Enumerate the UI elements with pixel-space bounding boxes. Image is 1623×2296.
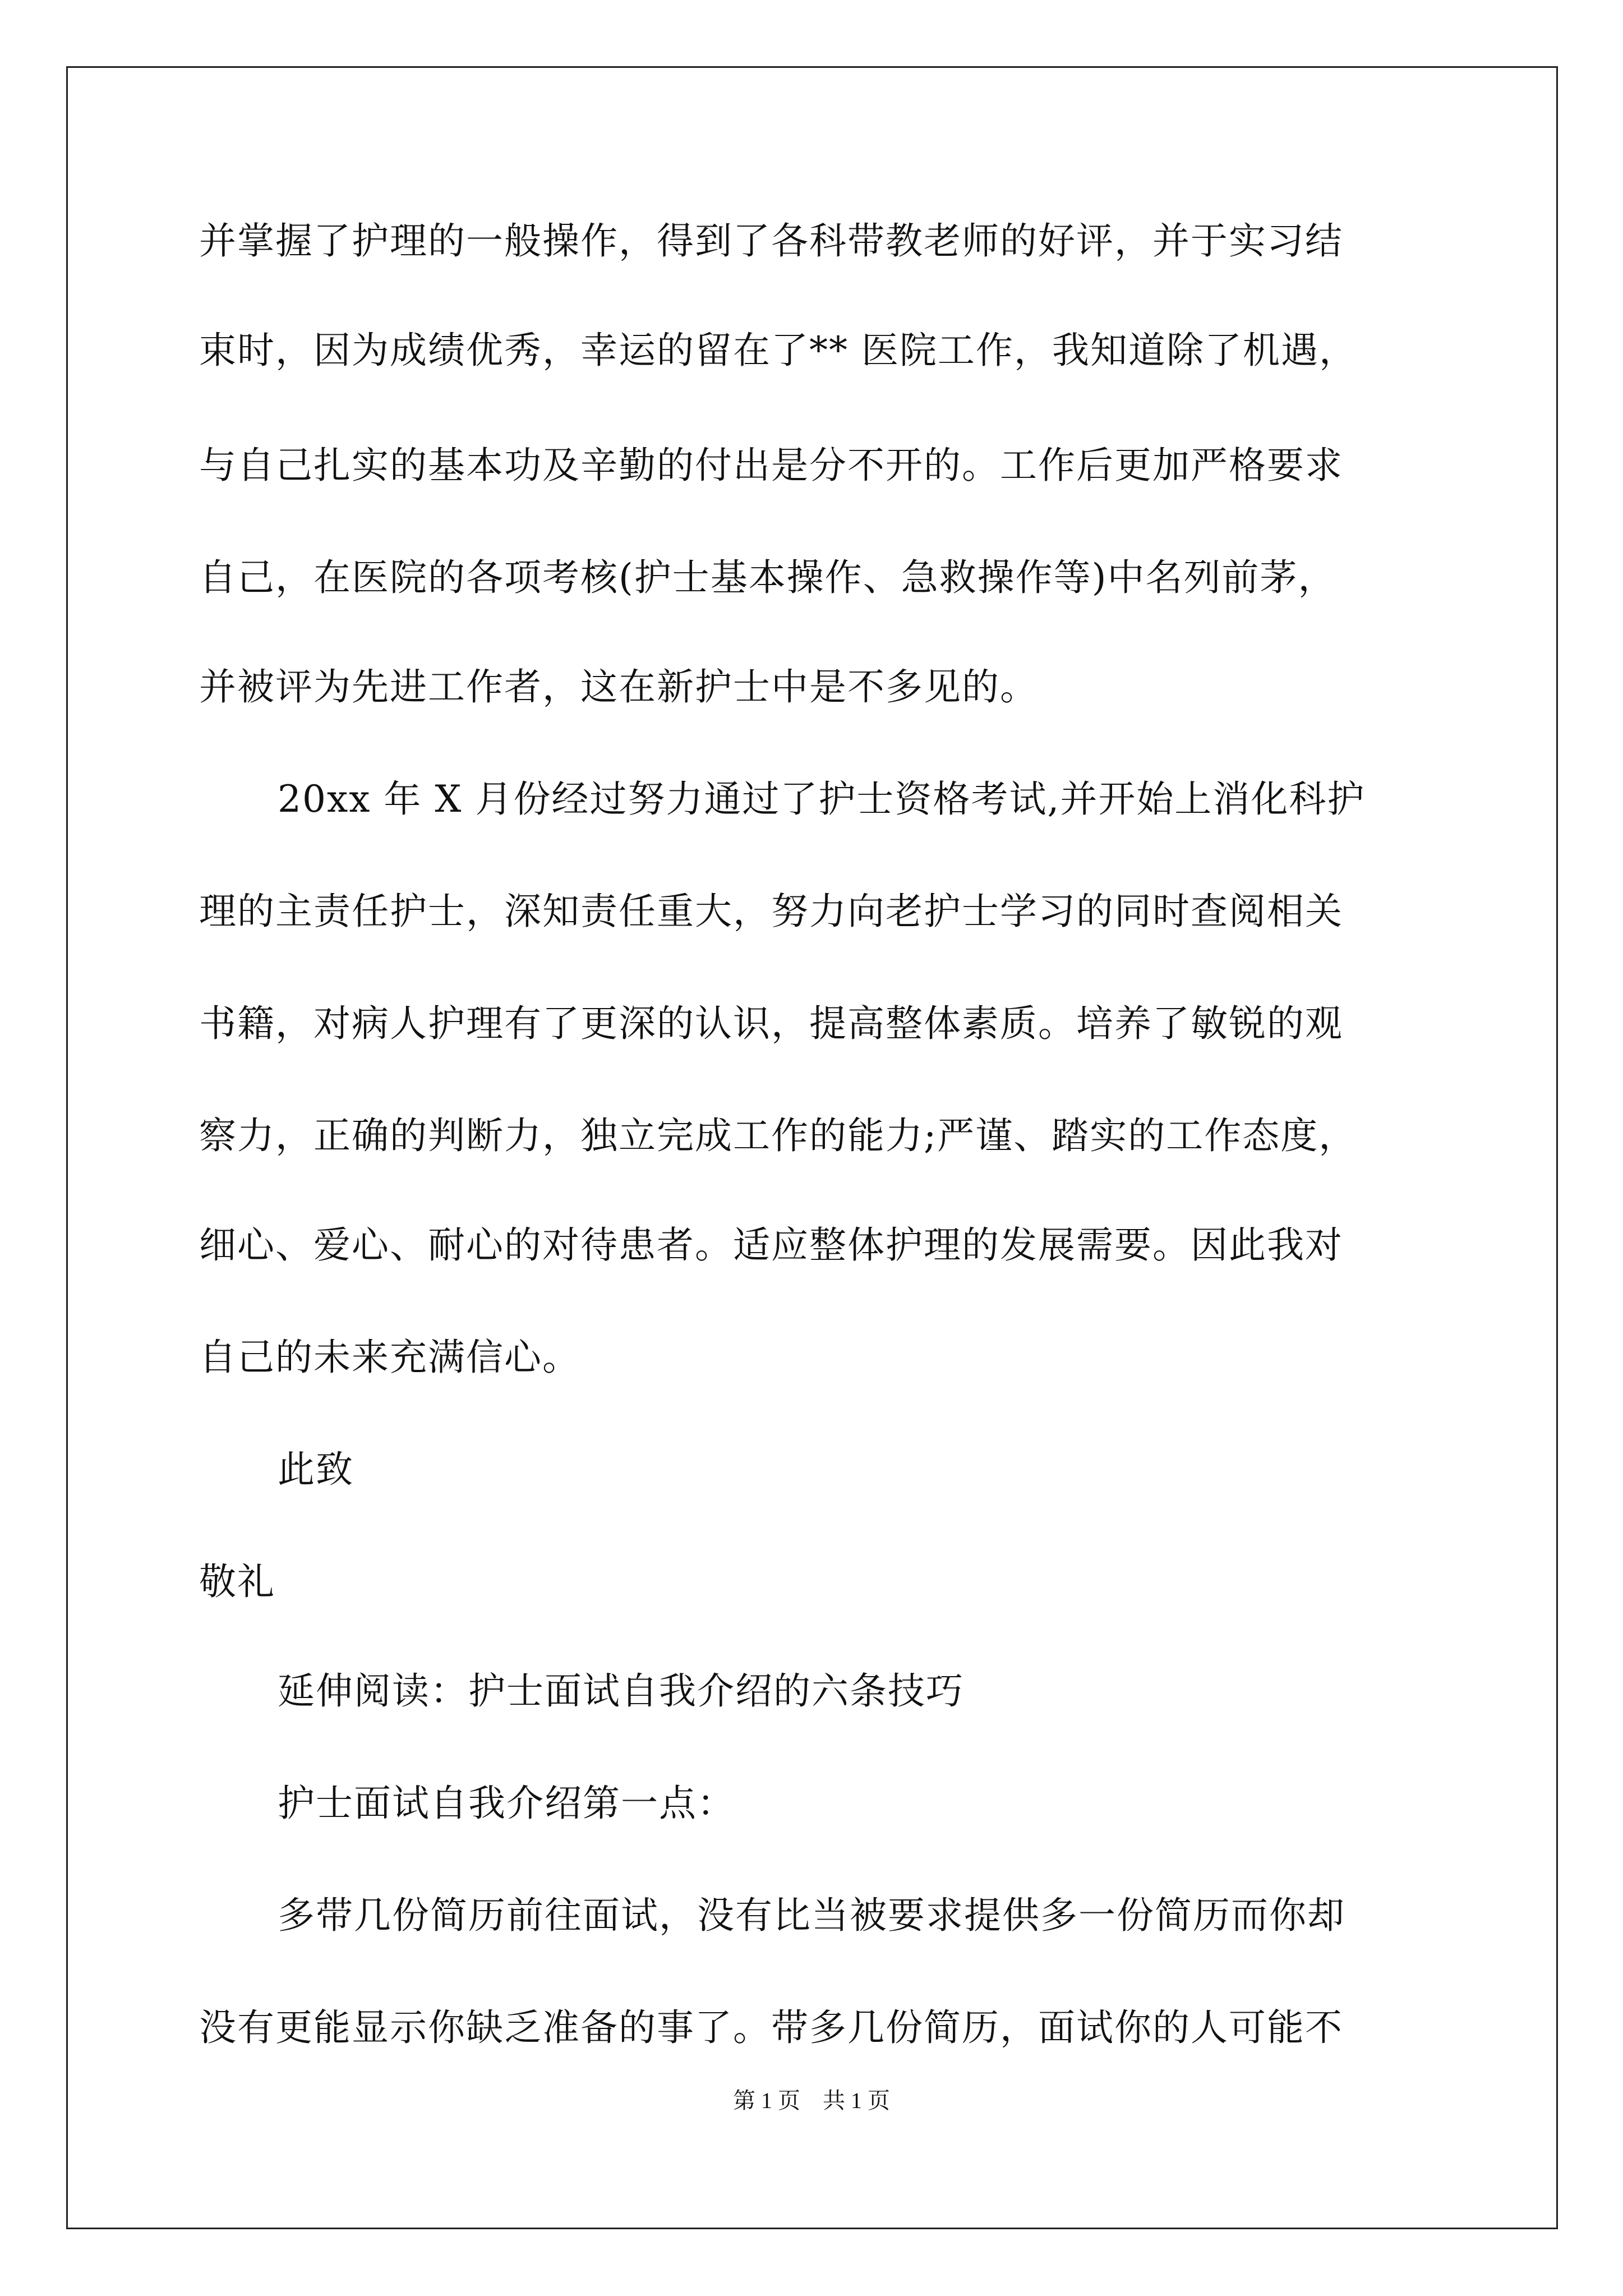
text-line: 并被评为先进工作者，这在新护士中是不多见的。	[199, 665, 1038, 708]
text-line: 细心、爱心、耐心的对待患者。适应整体护理的发展需要。因此我对	[199, 1223, 1343, 1267]
text-line: 并掌握了护理的一般操作，得到了各科带教老师的好评，并于实习结	[199, 219, 1343, 263]
subsection-heading: 护士面试自我介绍第一点：	[278, 1782, 735, 1825]
section-heading: 延伸阅读：护士面试自我介绍的六条技巧	[278, 1669, 964, 1713]
text-line: 没有更能显示你缺乏准备的事了。带多几份简历，面试你的人可能不	[199, 2006, 1343, 2049]
text-line: 书籍，对病人护理有了更深的认识，提高整体素质。培养了敏锐的观	[199, 1002, 1343, 1045]
text-line: 20xx 年 X 月份经过努力通过了护士资格考试,并开始上消化科护	[278, 777, 1366, 821]
text-line: 自己，在医院的各项考核(护士基本操作、急救操作等)中名列前茅，	[199, 556, 1336, 599]
page-number: 第 1 页 共 1 页	[733, 2088, 890, 2113]
text-line: 理的主责任护士，深知责任重大，努力向老护士学习的同时查阅相关	[199, 890, 1343, 933]
text-line: 多带几份简历前往面试，没有比当被要求提供多一份简历而你却	[278, 1894, 1345, 1937]
closing-salutation: 敬礼	[199, 1560, 275, 1603]
text-line: 束时，因为成绩优秀，幸运的留在了** 医院工作，我知道除了机遇，	[199, 329, 1357, 372]
text-line: 察力，正确的判断力，独立完成工作的能力;严谨、踏实的工作态度，	[199, 1114, 1357, 1157]
text-line: 自己的未来充满信心。	[199, 1336, 580, 1379]
text-line: 与自己扎实的基本功及辛勤的付出是分不开的。工作后更加严格要求	[199, 444, 1343, 487]
closing-phrase: 此致	[278, 1448, 354, 1491]
